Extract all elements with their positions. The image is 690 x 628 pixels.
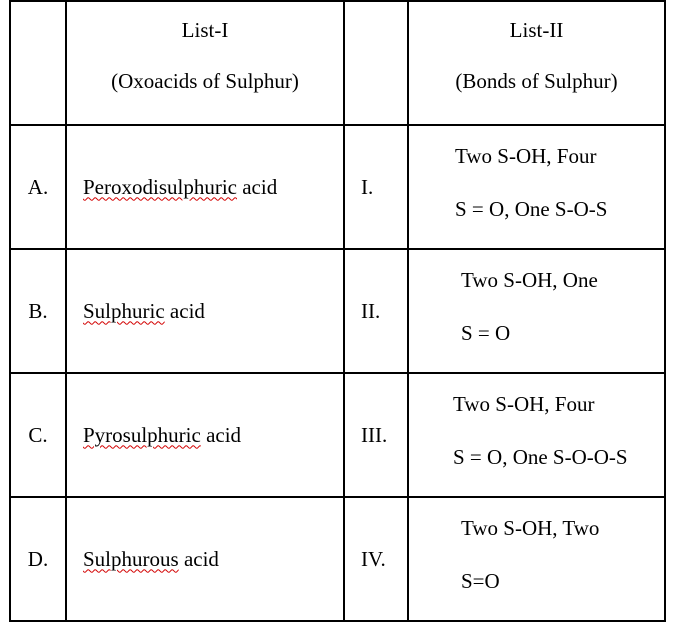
row-roman-numeral: I. xyxy=(344,125,408,249)
acid-name-flagged: Pyrosulphuric xyxy=(83,422,201,447)
bond-line-1: Two S-OH, One xyxy=(461,268,598,292)
header-row xyxy=(10,1,665,125)
bond-description-cell xyxy=(408,249,665,373)
list1-header-cell xyxy=(66,1,344,125)
bond-description-cell xyxy=(408,373,665,497)
bond-line-2: S=O xyxy=(461,569,500,593)
row-roman-numeral: II. xyxy=(344,249,408,373)
header-empty-cell xyxy=(10,1,66,125)
bond-line-2: S = O, One S-O-O-S xyxy=(453,445,628,469)
row-roman-numeral: III. xyxy=(344,373,408,497)
bond-line-2: S = O xyxy=(461,321,511,345)
bond-line-1: Two S-OH, Two xyxy=(461,516,600,540)
row-letter: D. xyxy=(10,497,66,621)
acid-name-rest: acid xyxy=(200,422,242,447)
acid-name-flagged: Sulphuric xyxy=(83,298,165,323)
acid-name-cell xyxy=(66,497,344,621)
acid-name-cell xyxy=(66,373,344,497)
bond-line-2: S = O, One S-O-S xyxy=(455,197,608,221)
bond-description-cell xyxy=(408,497,665,621)
acid-name-cell xyxy=(66,249,344,373)
table-row xyxy=(10,125,665,249)
bond-description-cell xyxy=(408,125,665,249)
acid-name-rest: acid xyxy=(236,174,278,199)
row-letter: B. xyxy=(10,249,66,373)
acid-name-flagged: Sulphurous xyxy=(83,546,179,571)
list2-title: List-II xyxy=(509,18,564,42)
row-letter: A. xyxy=(10,125,66,249)
acid-name-rest: acid xyxy=(164,298,205,323)
table-row xyxy=(10,249,665,373)
list2-subtitle: (Bonds of Sulphur) xyxy=(455,69,618,93)
list1-subtitle: (Oxoacids of Sulphur) xyxy=(111,69,299,93)
acid-name-cell xyxy=(66,125,344,249)
list2-header-cell xyxy=(408,1,665,125)
acid-name-rest: acid xyxy=(178,546,219,571)
list1-title: List-I xyxy=(181,18,229,42)
header-empty-cell-2 xyxy=(344,1,408,125)
bond-line-1: Two S-OH, Four xyxy=(453,392,595,416)
table-row xyxy=(10,373,665,497)
acid-name-flagged: Peroxodisulphuric xyxy=(83,174,237,199)
bond-line-1: Two S-OH, Four xyxy=(455,144,597,168)
row-roman-numeral: IV. xyxy=(344,497,408,621)
table-row xyxy=(10,497,665,621)
matching-table xyxy=(9,0,666,622)
row-letter: C. xyxy=(10,373,66,497)
